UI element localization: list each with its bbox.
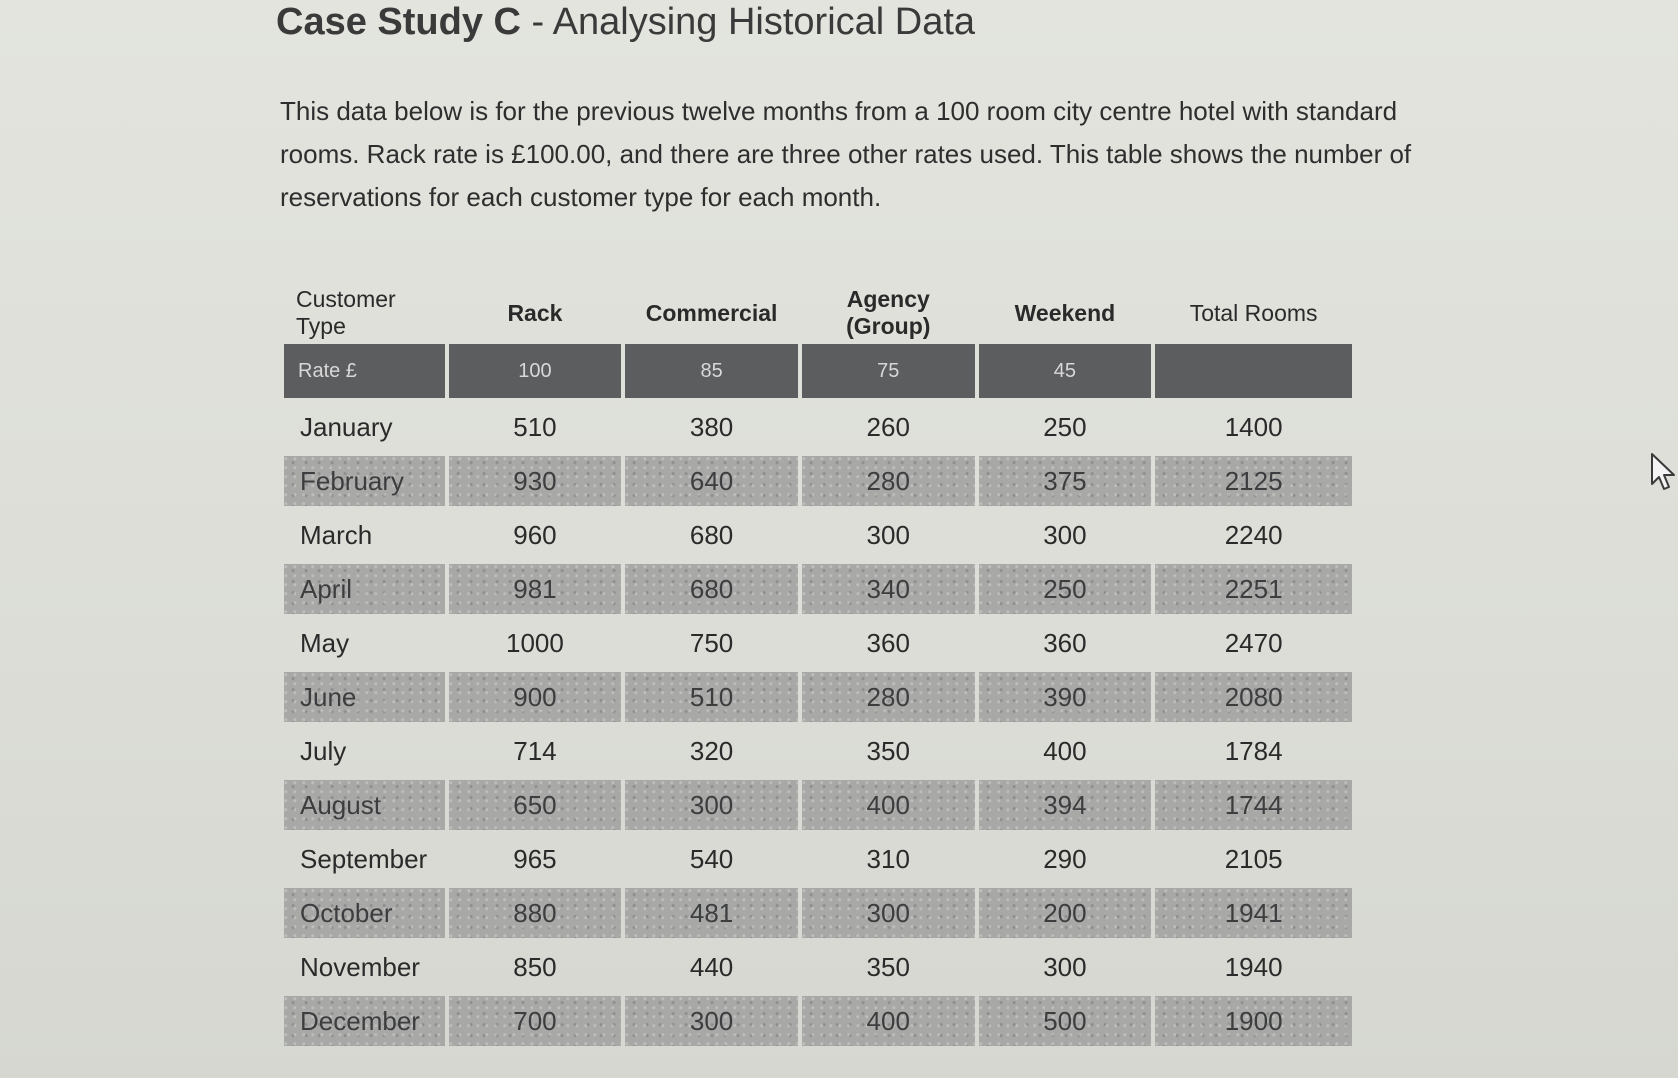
rack-cell: 650 (449, 780, 622, 830)
agency-cell: 280 (802, 672, 975, 722)
commercial-cell: 481 (625, 888, 798, 938)
month-cell: August (284, 780, 445, 830)
commercial-cell: 300 (625, 996, 798, 1046)
month-cell: December (284, 996, 445, 1046)
agency-cell: 310 (866, 843, 910, 874)
month-cell: October (284, 888, 445, 938)
rack-cell: 900 (449, 672, 622, 722)
month-cell: May (300, 627, 350, 658)
total-cell: 2240 (1224, 519, 1283, 550)
table-row (284, 510, 1352, 560)
commercial-cell: 680 (625, 564, 798, 614)
page-title-rest: - Analysing Historical Data (520, 1, 976, 43)
table-row (284, 456, 1352, 506)
total-cell: 1784 (1224, 735, 1283, 766)
rate-label: Rate £ (284, 344, 445, 398)
rack-cell: 880 (449, 888, 622, 938)
rate-commercial: 85 (625, 344, 798, 398)
total-cell: 1941 (1155, 888, 1352, 938)
table-row (284, 726, 1352, 776)
month-cell: January (300, 411, 393, 442)
weekend-cell: 200 (979, 888, 1152, 938)
month-cell: April (284, 564, 445, 614)
weekend-cell: 300 (1043, 519, 1087, 550)
total-cell: 1940 (1224, 951, 1283, 982)
table-row (284, 564, 1352, 614)
commercial-cell: 750 (689, 627, 734, 658)
mouse-pointer-icon (1650, 452, 1676, 492)
weekend-cell: 250 (1043, 411, 1087, 442)
agency-cell: 350 (866, 735, 910, 766)
rate-rack: 100 (449, 344, 622, 398)
header-weekend: Weekend (1014, 299, 1116, 326)
table-row (284, 402, 1352, 452)
month-cell: November (300, 951, 420, 982)
weekend-cell: 300 (1043, 951, 1087, 982)
commercial-cell: 540 (689, 843, 734, 874)
commercial-cell: 680 (689, 519, 734, 550)
weekend-cell: 375 (979, 456, 1152, 506)
total-cell: 1744 (1155, 780, 1352, 830)
rack-cell: 1000 (506, 627, 564, 658)
table-row (284, 996, 1352, 1046)
header-customer-type: Customer Type (296, 286, 396, 339)
agency-cell: 260 (866, 411, 910, 442)
total-cell: 1900 (1155, 996, 1352, 1046)
commercial-cell: 640 (625, 456, 798, 506)
agency-cell: 400 (802, 780, 975, 830)
month-cell: July (300, 735, 347, 766)
month-cell: March (300, 519, 373, 550)
agency-cell: 340 (802, 564, 975, 614)
table-header-row (284, 286, 1352, 340)
agency-cell: 360 (866, 627, 910, 658)
commercial-cell: 380 (689, 411, 734, 442)
commercial-cell: 320 (689, 735, 734, 766)
month-cell: September (300, 843, 428, 874)
weekend-cell: 390 (979, 672, 1152, 722)
rack-cell: 510 (513, 411, 557, 442)
header-total-rooms: Total Rooms (1189, 299, 1318, 326)
total-cell: 1400 (1224, 411, 1283, 442)
table-row (284, 888, 1352, 938)
weekend-cell: 290 (1043, 843, 1087, 874)
weekend-cell: 500 (979, 996, 1152, 1046)
weekend-cell: 400 (1043, 735, 1087, 766)
header-agency: Agency (Group) (846, 286, 931, 339)
page-title (276, 0, 975, 44)
header-rack: Rack (507, 299, 563, 326)
commercial-cell: 510 (625, 672, 798, 722)
rate-weekend: 45 (979, 344, 1152, 398)
table-row (284, 618, 1352, 668)
month-cell: June (284, 672, 445, 722)
total-cell: 2251 (1155, 564, 1352, 614)
table-row (284, 834, 1352, 884)
rack-cell: 965 (513, 843, 557, 874)
header-commercial: Commercial (645, 299, 778, 326)
rack-cell: 981 (449, 564, 622, 614)
table-row (284, 672, 1352, 722)
table-row (284, 942, 1352, 992)
agency-cell: 350 (866, 951, 910, 982)
total-cell: 2125 (1155, 456, 1352, 506)
total-cell: 2470 (1224, 627, 1283, 658)
table-row (284, 780, 1352, 830)
rack-cell: 700 (449, 996, 622, 1046)
rate-row (284, 344, 1352, 398)
total-cell: 2080 (1155, 672, 1352, 722)
rate-agency: 75 (802, 344, 975, 398)
commercial-cell: 300 (625, 780, 798, 830)
reservations-table (280, 282, 1356, 1050)
weekend-cell: 250 (979, 564, 1152, 614)
rack-cell: 960 (513, 519, 557, 550)
total-cell: 2105 (1224, 843, 1283, 874)
rate-total (1155, 344, 1352, 398)
rack-cell: 714 (513, 735, 557, 766)
agency-cell: 280 (802, 456, 975, 506)
agency-cell: 400 (802, 996, 975, 1046)
weekend-cell: 394 (979, 780, 1152, 830)
month-cell: February (284, 456, 445, 506)
rack-cell: 930 (449, 456, 622, 506)
weekend-cell: 360 (1043, 627, 1087, 658)
agency-cell: 300 (866, 519, 910, 550)
commercial-cell: 440 (689, 951, 734, 982)
agency-cell: 300 (802, 888, 975, 938)
rack-cell: 850 (513, 951, 557, 982)
page-title-bold: Case Study C (276, 1, 521, 43)
intro-paragraph: This data below is for the previous twelve months from a 100 room city centre hotel with standard rooms. Rack rate is £100.00, and there are three other rates used. This table shows the number of reservations for each customer type for each month. (280, 96, 1412, 212)
